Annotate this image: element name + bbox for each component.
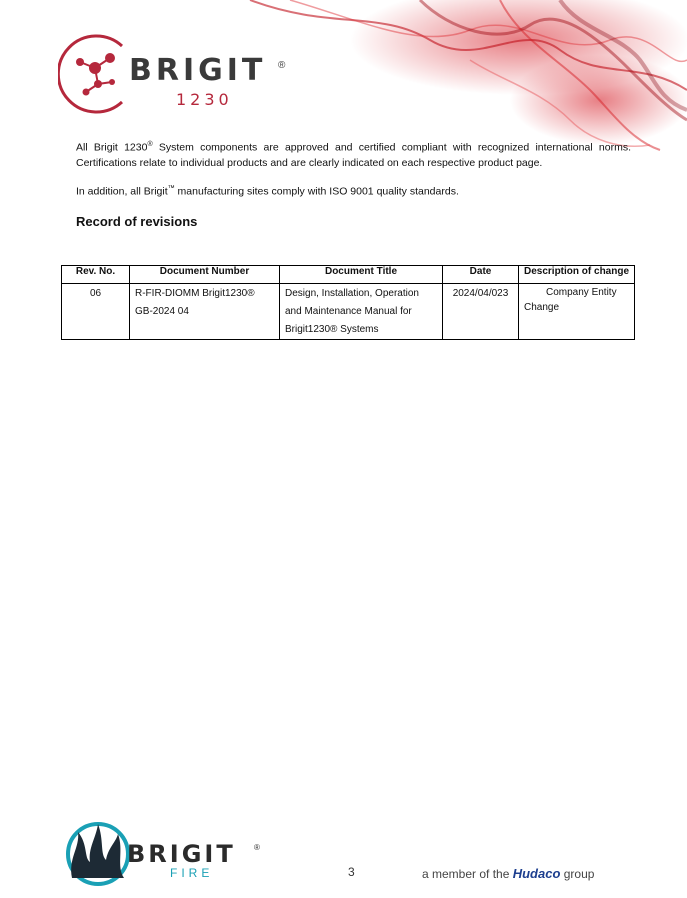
- header-description: Description of change: [519, 266, 635, 284]
- brand-wordmark: BRIGIT: [129, 53, 267, 88]
- hudaco-logo: Hudaco: [512, 866, 561, 881]
- cell-document-title: Design, Installation, Operation and Maintenance Manual for Brigit1230® Systems: [280, 284, 443, 340]
- table-row: [62, 284, 635, 340]
- page-number: 3: [348, 865, 355, 879]
- section-heading: Record of revisions: [76, 214, 198, 229]
- footer-fire-label: FIRE: [170, 866, 214, 880]
- table-header-row: [62, 266, 635, 284]
- revisions-table: [61, 265, 635, 340]
- brand-number: 1230: [176, 90, 233, 109]
- iso-paragraph: In addition, all Brigit™ manufacturing sites comply with ISO 9001 quality standards.: [76, 185, 459, 198]
- footer-wordmark: BRIGIT: [127, 840, 236, 868]
- footer-registered-mark: ®: [254, 843, 260, 852]
- cell-rev-no: 06: [62, 284, 130, 340]
- cell-document-number: R-FIR-DIOMM Brigit1230® GB-2024 04: [130, 284, 280, 340]
- header-date: Date: [443, 266, 519, 284]
- header-rev-no: Rev. No.: [62, 266, 130, 284]
- brand-registered-mark: ®: [278, 60, 286, 71]
- header-document-title: Document Title: [280, 266, 443, 284]
- cell-date: 2024/04/023: [443, 284, 519, 340]
- cell-description: Company Entity Change: [519, 284, 635, 340]
- certification-paragraph: All Brigit 1230® System components are approved and certified compliant with recognized international norms. Certifications relate to individual products and are clearly indicated on each respective product page.: [76, 141, 631, 169]
- member-of-group: a member of the Hudaco group: [422, 866, 595, 881]
- header-document-number: Document Number: [130, 266, 280, 284]
